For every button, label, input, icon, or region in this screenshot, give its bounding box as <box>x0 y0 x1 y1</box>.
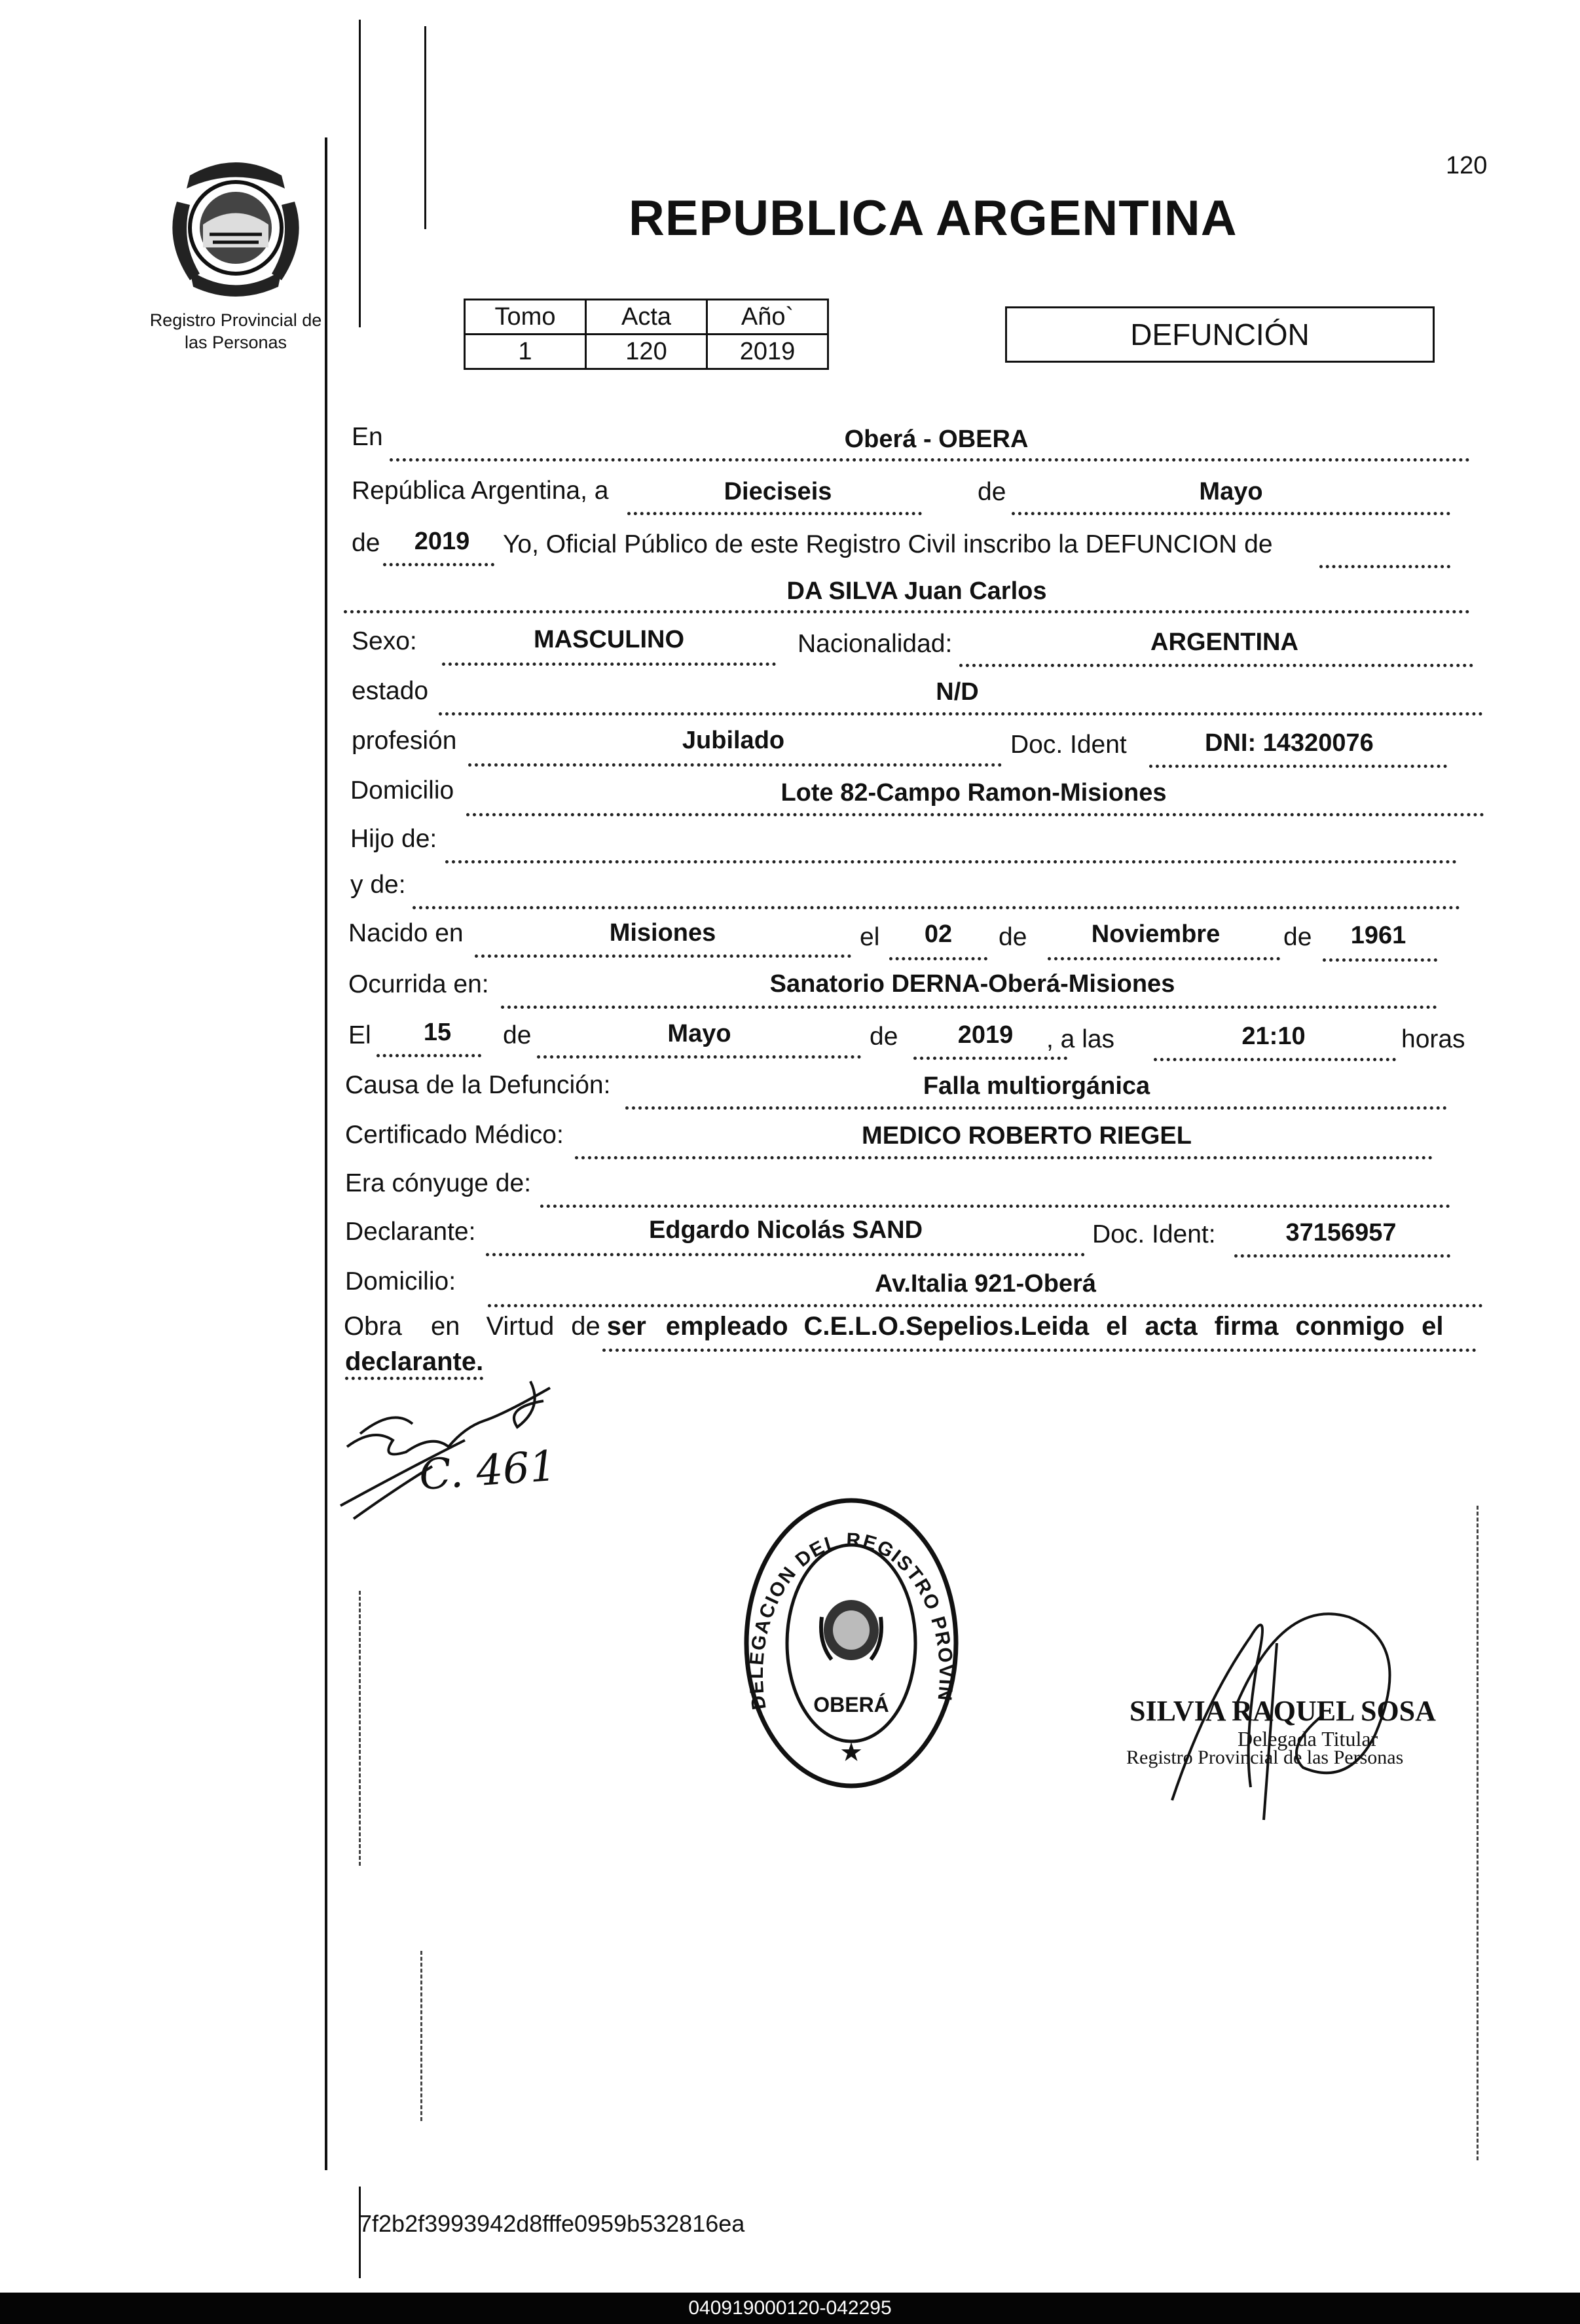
label-obra-de: de <box>571 1312 600 1341</box>
anio-header: Año` <box>707 300 828 335</box>
field-nacido-en: Misiones <box>609 919 716 947</box>
tomo-value: 1 <box>465 335 586 369</box>
field-nac-mes: Noviembre <box>1091 920 1221 948</box>
field-hijo-de-line <box>445 829 1457 863</box>
field-anio-inscripcion: 2019 <box>414 528 470 555</box>
margin-line-short <box>359 20 361 327</box>
record-table-header-row <box>465 300 828 335</box>
label-domicilio: Domicilio <box>350 776 454 805</box>
label-de-3: de <box>999 923 1027 951</box>
obra-word: el <box>1422 1312 1444 1341</box>
label-obra-virtud: Virtud <box>486 1312 555 1341</box>
page-title: REPUBLICA ARGENTINA <box>629 191 1238 246</box>
label-a-las: , a las <box>1046 1025 1115 1053</box>
label-certificado: Certificado Médico: <box>345 1121 564 1149</box>
label-ocurrida-en: Ocurrida en: <box>348 970 489 998</box>
acta-value: 120 <box>586 335 707 369</box>
margin-line-short-2 <box>424 26 426 229</box>
label-de-5: de <box>503 1021 532 1049</box>
field-nac-dia: 02 <box>924 920 953 948</box>
acta-header: Acta <box>586 300 707 335</box>
field-profesion: Jubilado <box>682 727 785 754</box>
label-sexo: Sexo: <box>352 627 417 655</box>
field-y-de-line <box>413 875 1460 909</box>
label-nacido-en: Nacido en <box>348 919 464 947</box>
page-number: 120 <box>1446 152 1488 179</box>
officer-name: SILVIA RAQUEL SOSA <box>1130 1695 1436 1727</box>
obra-word: ser <box>606 1312 646 1341</box>
registry-caption-line1: Registro Provincial de <box>149 310 322 330</box>
handwritten-number: C. 461 <box>417 1442 558 1500</box>
field-hora: 21:10 <box>1241 1023 1306 1050</box>
label-el-2: El <box>348 1021 371 1049</box>
field-def-anio: 2019 <box>957 1021 1014 1049</box>
field-ocurrida-en: Sanatorio DERNA-Oberá-Misiones <box>769 970 1175 998</box>
record-table <box>464 299 829 370</box>
obra-word: acta <box>1145 1312 1198 1341</box>
field-certificado: MEDICO ROBERTO RIEGEL <box>862 1122 1192 1150</box>
obra-word: conmigo <box>1295 1312 1405 1341</box>
field-sexo: MASCULINO <box>533 626 685 653</box>
seal-text: DELEGACION DEL REGISTRO PROVIN <box>745 1529 957 1712</box>
label-yo: Yo, Oficial Público de este Registro Civil inscribo la DEFUNCION de <box>503 530 1273 558</box>
field-mes-inscripcion: Mayo <box>1199 478 1263 505</box>
label-nacionalidad: Nacionalidad: <box>798 630 953 658</box>
emblem-logo <box>164 149 308 300</box>
label-obra-en: en <box>430 1312 460 1341</box>
field-obra-end: declarante. <box>345 1347 483 1380</box>
field-nac-anio: 1961 <box>1350 922 1406 949</box>
right-margin-dashes <box>1477 1506 1480 2160</box>
left-margin-line <box>325 137 327 2170</box>
field-causa: Falla multiorgánica <box>923 1072 1150 1100</box>
mid-margin-dashes <box>420 1951 424 2121</box>
officer-registry: Registro Provincial de las Personas <box>1126 1747 1404 1768</box>
field-def-dia: 15 <box>423 1019 452 1046</box>
label-hijo-de: Hijo de: <box>350 825 437 853</box>
field-declarante: Edgardo Nicolás SAND <box>648 1216 923 1244</box>
field-domicilio: Lote 82-Campo Ramon-Misiones <box>781 779 1167 807</box>
field-dia-inscripcion: Dieciseis <box>724 478 832 505</box>
label-en: En <box>352 423 383 451</box>
field-declarante-doc: 37156957 <box>1285 1219 1397 1246</box>
officer-role: Delegada Titular <box>1238 1727 1378 1751</box>
field-estado: N/D <box>936 678 979 706</box>
star-icon: ★ <box>839 1738 863 1767</box>
obra-word: firma <box>1214 1312 1279 1341</box>
label-de-1: de <box>978 478 1006 506</box>
obra-word: el <box>1106 1312 1128 1341</box>
barcode-footer: 040919000120-042295 <box>0 2293 1580 2324</box>
label-doc-ident: Doc. Ident <box>1010 731 1127 759</box>
obra-word: empleado <box>665 1312 788 1341</box>
field-nombre: DA SILVA Juan Carlos <box>786 577 1047 605</box>
label-horas: horas <box>1401 1025 1465 1053</box>
tomo-header: Tomo <box>465 300 586 335</box>
field-yo-end-line <box>1319 534 1450 568</box>
label-de-6: de <box>870 1023 898 1051</box>
registry-caption <box>131 309 340 354</box>
obra-word: C.E.L.O.Sepelios.Leida <box>803 1312 1090 1341</box>
label-y-de: y de: <box>350 871 406 899</box>
label-de-4: de <box>1283 923 1312 951</box>
field-obra-line <box>602 1320 1477 1352</box>
label-conyuge: Era cónyuge de: <box>345 1169 532 1197</box>
label-profesion: profesión <box>352 727 457 755</box>
field-lugar: Oberá - OBERA <box>844 426 1029 453</box>
label-de-2: de <box>352 529 380 557</box>
label-causa: Causa de la Defunción: <box>345 1071 611 1099</box>
label-obra: Obra <box>344 1312 402 1341</box>
record-type-box: DEFUNCIÓN <box>1005 306 1435 363</box>
field-def-mes: Mayo <box>667 1020 731 1047</box>
label-doc-ident-2: Doc. Ident: <box>1092 1220 1216 1248</box>
label-domicilio-2: Domicilio: <box>345 1267 456 1296</box>
label-estado: estado <box>352 677 429 705</box>
registry-caption-line2: las Personas <box>184 333 287 352</box>
field-conyuge-line <box>540 1173 1450 1208</box>
label-republica: República Argentina, a <box>352 477 609 505</box>
anio-value: 2019 <box>707 335 828 369</box>
document-hash: 7f2b2f3993942d8fffe0959b532816ea <box>359 2210 745 2237</box>
field-documento: DNI: 14320076 <box>1205 729 1374 757</box>
label-el: el <box>860 923 880 951</box>
misiones-emblem-icon <box>164 149 308 300</box>
label-declarante: Declarante: <box>345 1218 476 1246</box>
field-declarante-domicilio: Av.Italia 921-Oberá <box>875 1270 1096 1298</box>
left-margin-dashes <box>359 1591 363 1866</box>
seal-city: OBERÁ <box>813 1693 889 1716</box>
official-seal <box>740 1493 963 1797</box>
registry-seal-icon <box>740 1493 963 1794</box>
field-nacionalidad: ARGENTINA <box>1150 628 1298 656</box>
record-table-value-row <box>465 335 828 369</box>
